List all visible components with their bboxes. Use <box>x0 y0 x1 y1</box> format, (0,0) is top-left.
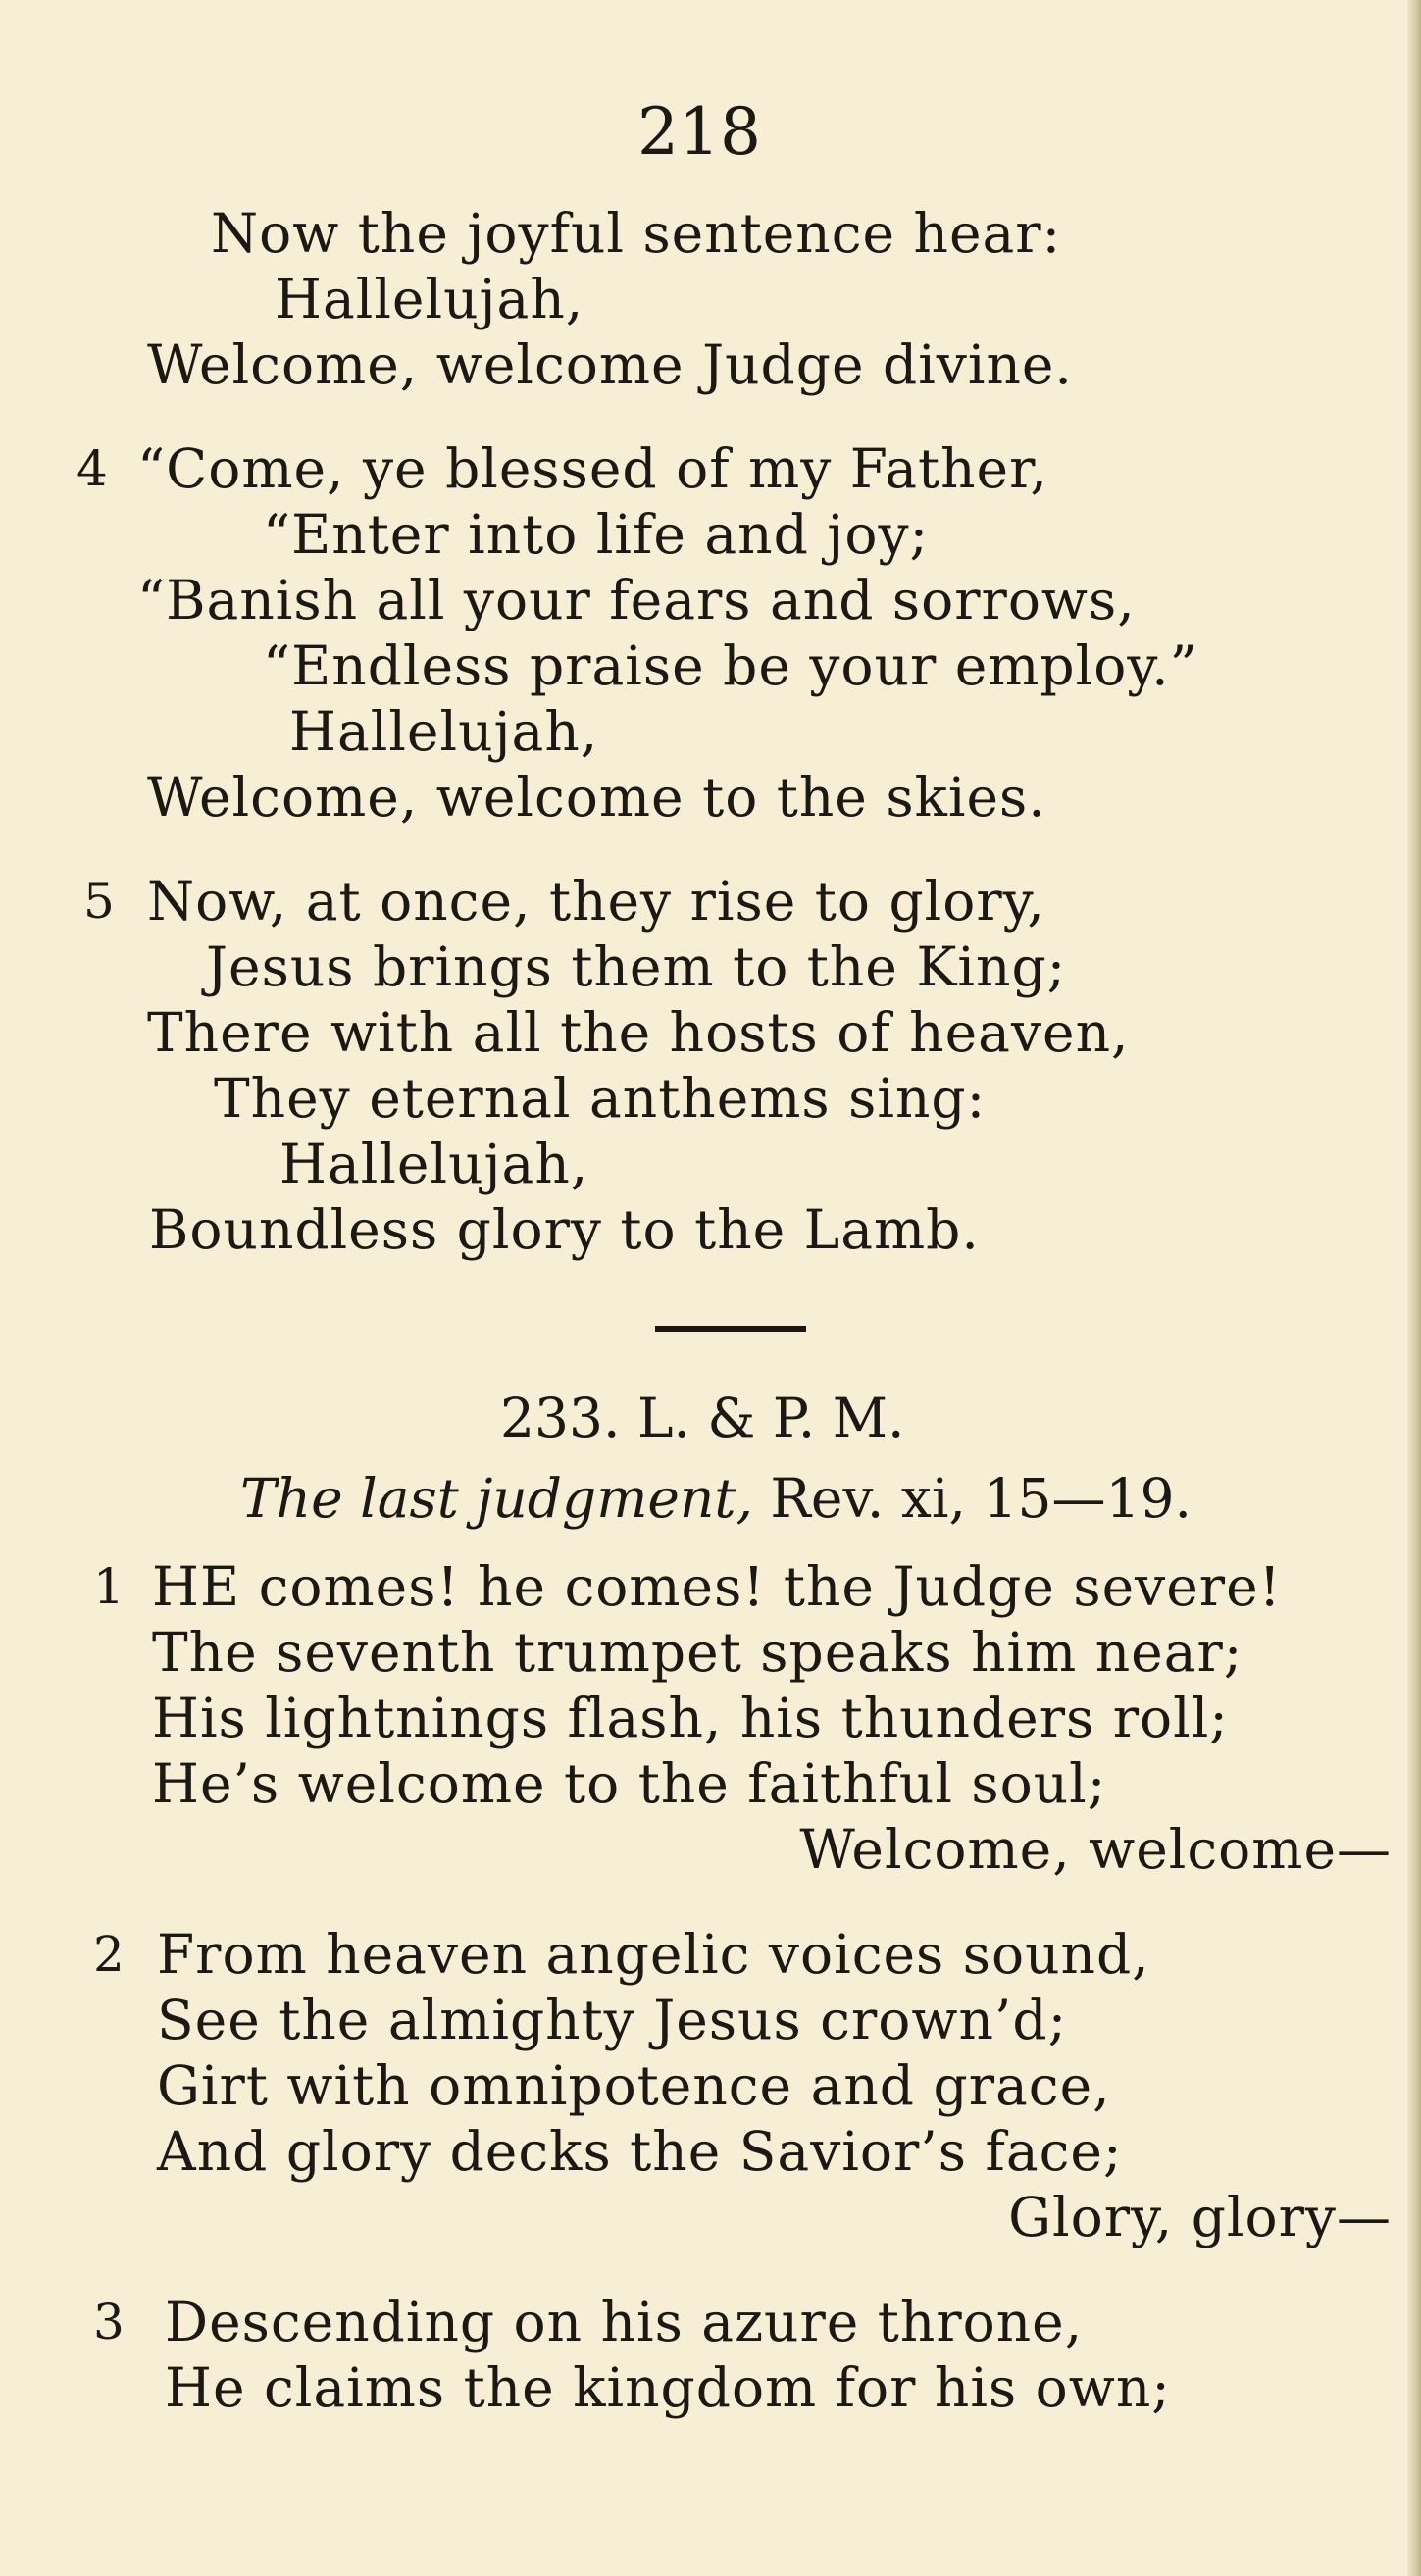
hymn-stanza-1-number: 1 <box>93 1558 125 1615</box>
stanza-4-line-6: Welcome, welcome to the skies. <box>147 766 1046 829</box>
section-divider <box>655 1326 806 1332</box>
hymn-stanza-1-line-2: The seventh trumpet speaks him near; <box>152 1621 1243 1684</box>
hymn-stanza-1-line-4: He’s welcome to the faithful soul; <box>152 1752 1107 1815</box>
top-line-3: Welcome, welcome Judge divine. <box>147 333 1073 396</box>
hymn-stanza-2-number: 2 <box>93 1926 125 1983</box>
hymn-stanza-3-line-2: He claims the kingdom for his own; <box>165 2356 1171 2419</box>
stanza-5-line-3: There with all the hosts of heaven, <box>147 1001 1130 1064</box>
top-line-1: Now the joyful sentence hear: <box>211 202 1062 265</box>
stanza-4-line-3: “Banish all your fears and sorrows, <box>137 569 1136 631</box>
hymn-stanza-3-number: 3 <box>93 2294 125 2350</box>
stanza-4-line-5: Hallelujah, <box>289 700 599 763</box>
page-edge <box>1407 0 1421 2576</box>
hymn-stanza-2-line-3: Girt with omnipotence and grace, <box>157 2054 1111 2117</box>
stanza-4-line-2: “Enter into life and joy; <box>263 503 930 566</box>
top-line-2: Hallelujah, <box>275 268 584 330</box>
hymn-stanza-3-line-1: Descending on his azure throne, <box>165 2291 1084 2353</box>
stanza-5-line-5: Hallelujah, <box>279 1133 589 1195</box>
hymn-stanza-2-refrain: Glory, glory— <box>1008 2186 1392 2248</box>
stanza-5-line-1: Now, at once, they rise to glory, <box>147 870 1045 933</box>
hymn-title: The last judgment, <box>240 1467 753 1530</box>
hymn-stanza-2-line-1: From heaven angelic voices sound, <box>157 1923 1150 1986</box>
stanza-5-number: 5 <box>83 873 115 930</box>
hymn-reference: Rev. xi, 15—19. <box>770 1467 1192 1530</box>
hymn-stanza-1-refrain: Welcome, welcome— <box>799 1818 1392 1881</box>
stanza-5-line-6: Boundless glory to the Lamb. <box>149 1198 980 1261</box>
stanza-5-line-4: They eternal anthems sing: <box>214 1067 987 1130</box>
hymn-heading: 233. L. & P. M. <box>500 1387 905 1449</box>
hymn-stanza-2-line-4: And glory decks the Savior’s face; <box>157 2120 1123 2183</box>
hymn-stanza-1-line-3: His lightnings flash, his thunders roll; <box>152 1687 1229 1749</box>
stanza-4-line-4: “Endless praise be your employ.” <box>263 634 1198 697</box>
hymn-subtitle <box>240 1466 1192 1531</box>
hymn-stanza-1-line-1: HE comes! he comes! the Judge severe! <box>152 1555 1282 1618</box>
hymn-stanza-2-line-2: See the almighty Jesus crown’d; <box>157 1989 1068 2051</box>
page-number: 218 <box>637 94 761 170</box>
stanza-4-line-1: “Come, ye blessed of my Father, <box>137 437 1048 500</box>
stanza-4-number: 4 <box>76 440 108 497</box>
stanza-5-line-2: Jesus brings them to the King; <box>206 935 1067 998</box>
